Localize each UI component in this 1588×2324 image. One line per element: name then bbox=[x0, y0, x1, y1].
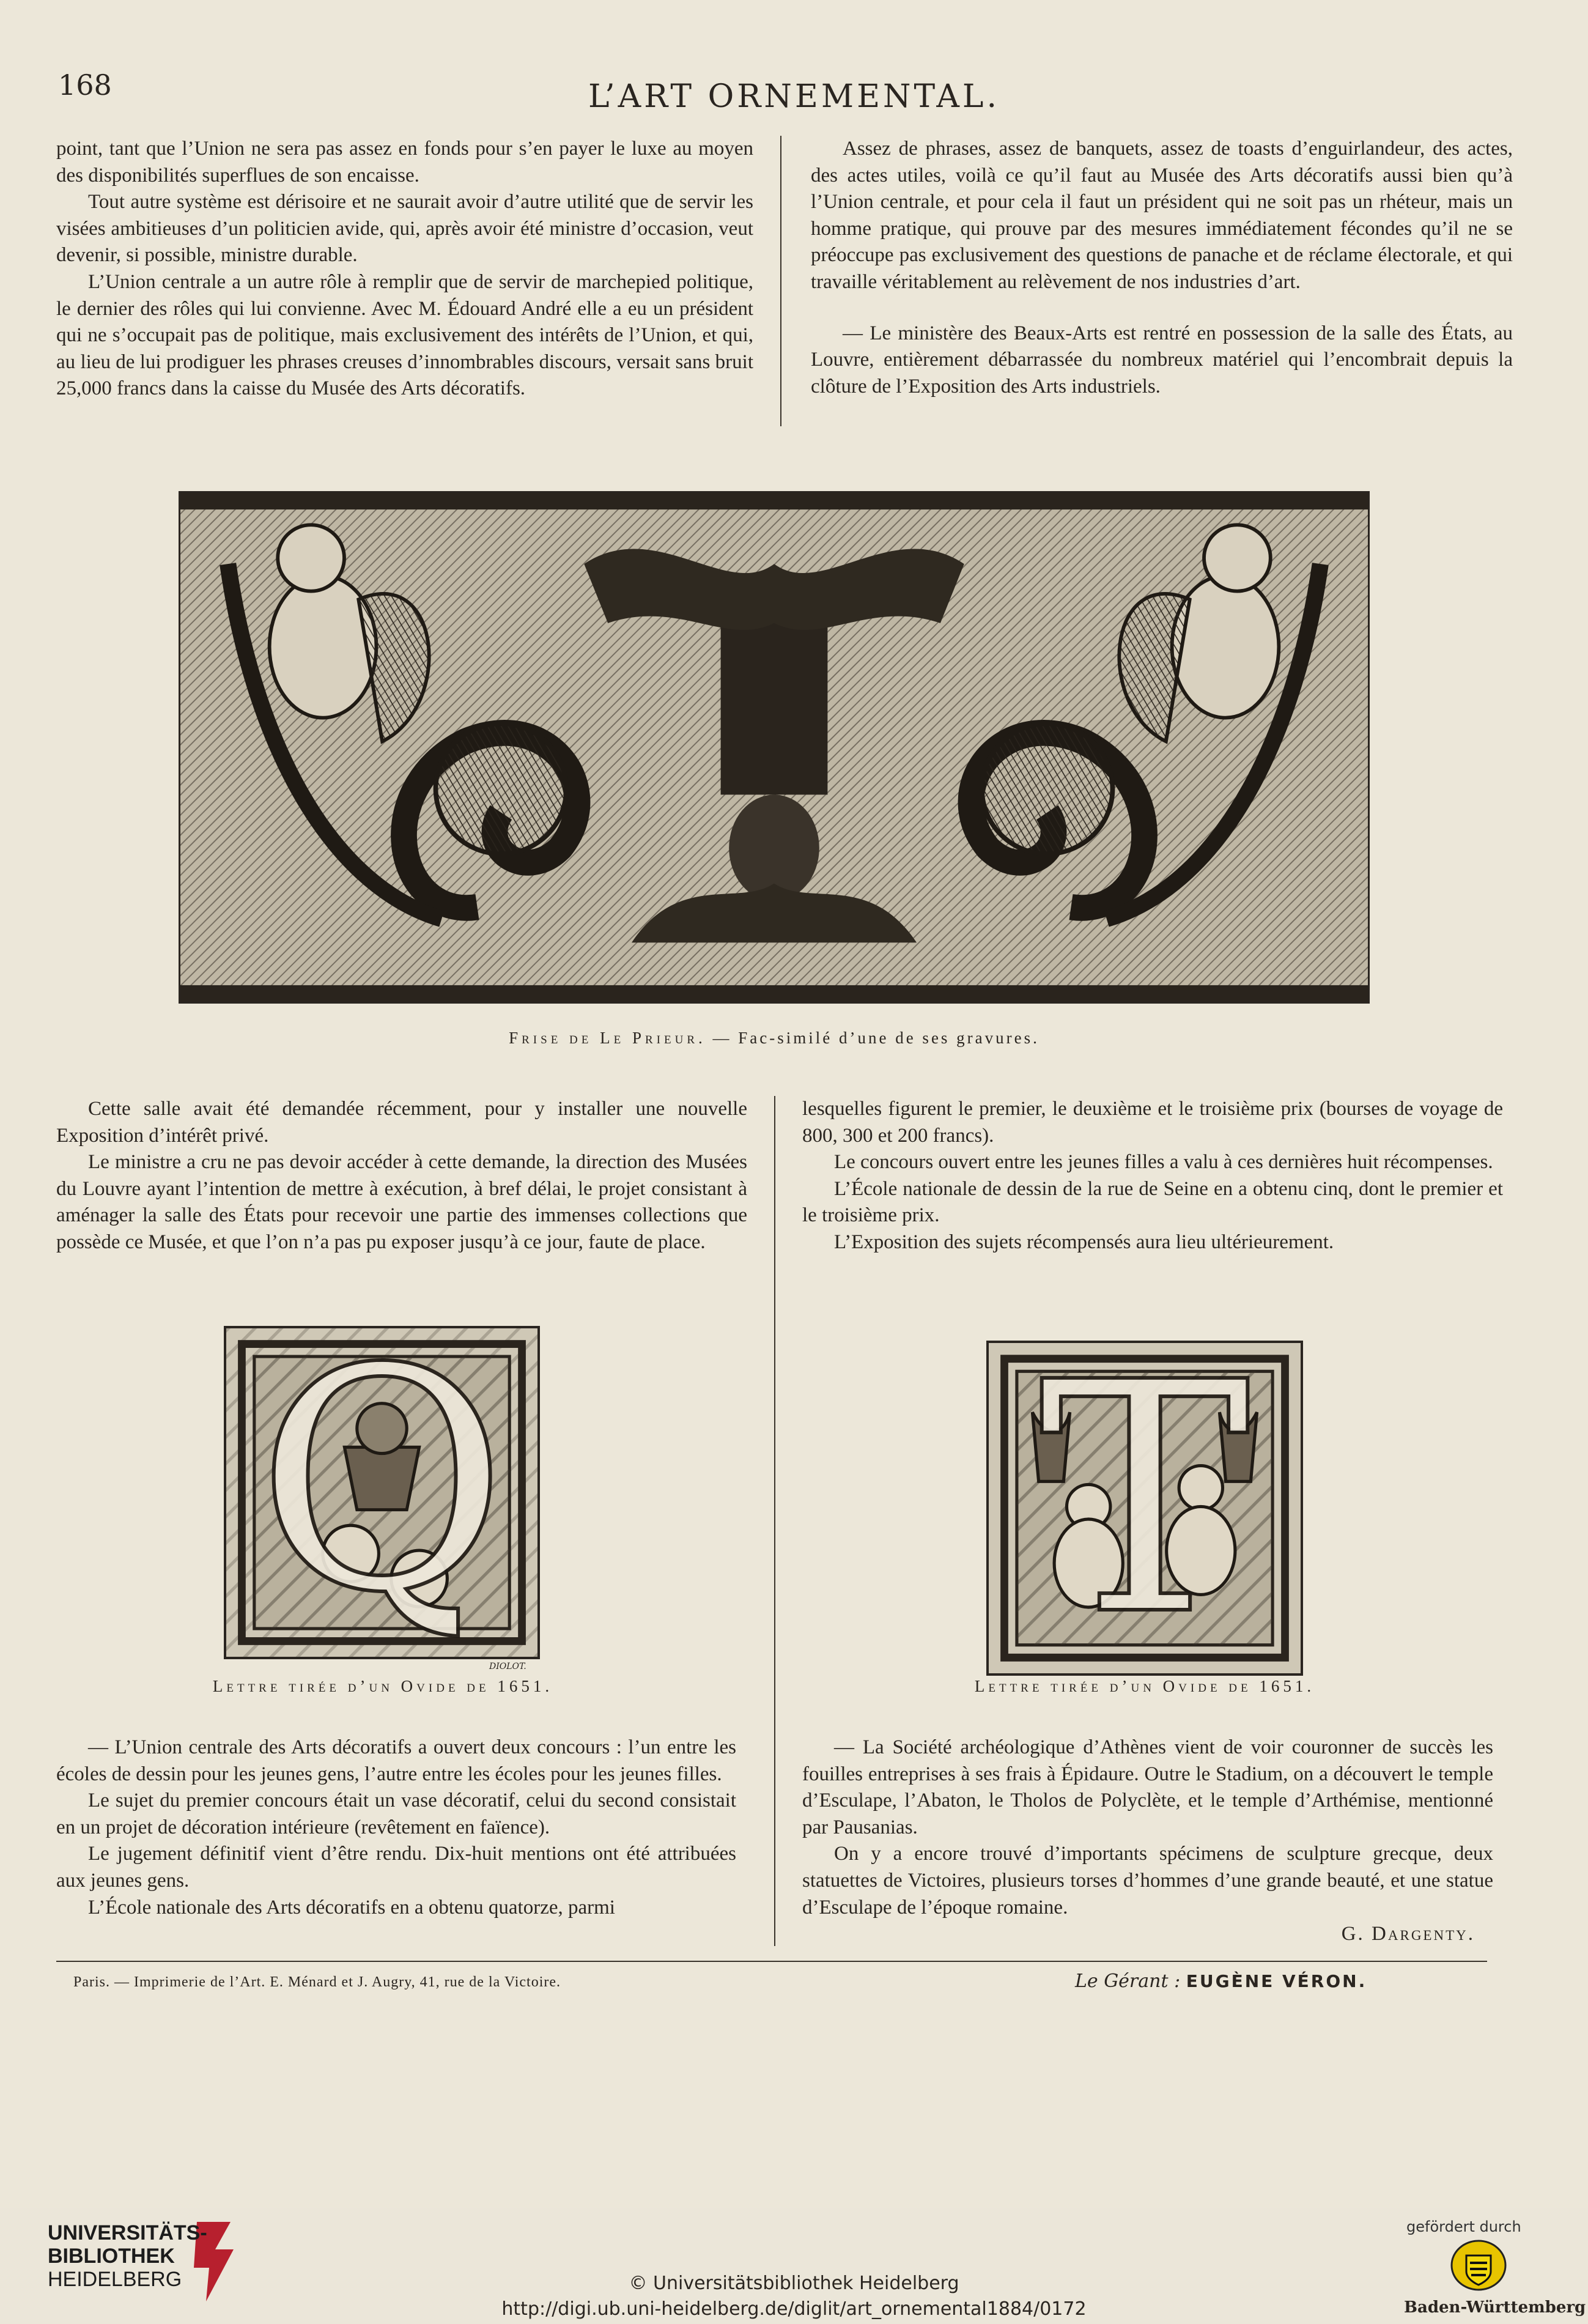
footer-rule bbox=[56, 1961, 1487, 1962]
sponsor-name: Baden-Württemberg bbox=[1404, 2298, 1586, 2317]
state-coat-of-arms-icon bbox=[1450, 2237, 1507, 2293]
paragraph: Tout autre système est dérisoire et ne saurait avoir d’autre utilité que de servir les visées ambitieuses d’un politicien avide, qui, après avoir été ministre d’occasion, veut devenir, si possible, ministre durable. bbox=[56, 191, 753, 267]
paragraph: L’École nationale des Arts décoratifs en a obtenu quatorze, parmi bbox=[88, 1896, 615, 1919]
page-number: 168 bbox=[58, 68, 112, 102]
author-signature: G. Dargenty. bbox=[1341, 1923, 1475, 1945]
initial-q-caption: Lettre tirée d’un Ovide de 1651. bbox=[212, 1677, 553, 1695]
source-url[interactable]: http://digi.ub.uni-heidelberg.de/diglit/art_ornemental1884/0172 bbox=[501, 2298, 1087, 2320]
frieze-caption-title: Frise de Le Prieur. bbox=[509, 1029, 706, 1047]
initial-t-caption: Lettre tirée d’un Ovide de 1651. bbox=[974, 1677, 1315, 1695]
running-title: L’ART ORNEMENTAL. bbox=[588, 78, 1000, 115]
top-right-column bbox=[811, 136, 1513, 400]
gerant-label: Le Gérant : bbox=[1075, 1971, 1186, 1992]
paragraph: Le sujet du premier concours était un vase décoratif, celui du second consistait en un projet de décoration intérieure (revêtement en faïence). bbox=[56, 1789, 736, 1838]
column-rule bbox=[780, 136, 781, 426]
initial-letter-t bbox=[986, 1314, 1303, 1685]
paragraph: — La Société archéologique d’Athènes vient de voir couronner de succès les fouilles entreprises à ses frais à Épidaure. Outre le Stadium, on a découvert le temple d’Esculape, l’Abaton, le Tholos de Polyclète, et le temple d’Arthémise, mentionné par Pausanias. bbox=[802, 1736, 1493, 1838]
frieze-engraving bbox=[179, 491, 1370, 1004]
initial-q-glyph: Q bbox=[256, 1303, 508, 1659]
paragraph: Le jugement définitif vient d’être rendu. Dix-huit mentions ont été attribuées aux jeunes gens. bbox=[56, 1843, 736, 1892]
paragraph: Assez de phrases, assez de banquets, assez de toasts d’enguirlandeur, des actes, des actes utiles, voilà ce qu’il faut au Musée des Arts décoratifs aussi bien qu’à l’Union centrale, et pour cela il faut un président qui ne soit pas un rhéteur, mais un homme pratique, qui prouve par des mesures immédiatement fécondes qu’il ne se préoccupe pas exclusivement des questions de panache et de réclame électorale, et qui travaille véritablement au relèvement de nos industries d’art. bbox=[811, 138, 1513, 293]
frieze-illustration bbox=[180, 493, 1368, 1002]
bottom-right-column bbox=[802, 1734, 1493, 1948]
frieze-caption bbox=[179, 1029, 1370, 1048]
initial-t-glyph: T bbox=[1038, 1314, 1251, 1685]
paragraph: Le ministre a cru ne pas devoir accéder à cette demande, la direction des Musées du Louvre ayant l’intention de mettre à exécution, à bref délai, le projet consistant à aménager la salle des États pour recevoir une partie des immenses collections que possède ce Musée, et que l’on n’a pas pu exposer jusqu’à ce jour, faute de place. bbox=[56, 1151, 747, 1253]
paragraph: Cette salle avait été demandée récemment, pour y installer une nouvelle Exposition d’intérêt privé. bbox=[56, 1098, 747, 1147]
sponsor-label: gefördert durch bbox=[1406, 2218, 1521, 2235]
paragraph: lesquelles figurent le premier, le deuxième et le troisième prix (bourses de voyage de 800, 300 et 200 francs). bbox=[802, 1098, 1503, 1147]
initial-q-illustration bbox=[226, 1303, 537, 1659]
column-rule bbox=[774, 1096, 775, 1946]
initial-letter-q bbox=[224, 1303, 540, 1659]
middle-right-column bbox=[802, 1096, 1503, 1256]
gerant-name: EUGÈNE VÉRON. bbox=[1186, 1971, 1367, 1991]
paragraph: — L’Union centrale des Arts décoratifs a ouvert deux concours : l’un entre les écoles de dessin pour les jeunes gens, l’autre entre les écoles pour les jeunes filles. bbox=[56, 1736, 736, 1785]
gerant-line bbox=[1075, 1971, 1367, 1992]
paragraph: — Le ministère des Beaux-Arts est rentré en possession de la salle des États, au Louvre, entièrement débarrassée du nombreux matériel qui l’encombrait depuis la clôture de l’Exposition des Arts industriels. bbox=[811, 322, 1513, 398]
paragraph: point, tant que l’Union ne sera pas assez en fonds pour s’en payer le luxe au moyen des disponibilités superflues de son encaisse. bbox=[56, 138, 753, 187]
middle-left-column bbox=[56, 1096, 747, 1256]
printer-imprint: Paris. — Imprimerie de l’Art. E. Ménard et J. Augry, 41, rue de la Victoire. bbox=[73, 1974, 561, 1990]
engraver-signature: DIOLOT. bbox=[489, 1662, 526, 1671]
initial-t-illustration bbox=[989, 1314, 1301, 1685]
university-name: UNIVERSITÄTS- BIBLIOTHEK HEIDELBERG bbox=[48, 2221, 207, 2291]
top-left-column bbox=[56, 136, 753, 402]
frieze-caption-text: — Fac-similé d’une de ses gravures. bbox=[706, 1029, 1040, 1047]
paragraph: On y a encore trouvé d’importants spécimens de sculpture grecque, deux statuettes de Victoires, plusieurs torses d’hommes d’une grande beauté, et une statue d’Esculape de l’époque romaine. bbox=[802, 1843, 1493, 1919]
copyright-notice: © Universitätsbibliothek Heidelberg bbox=[629, 2273, 959, 2294]
bottom-left-column bbox=[56, 1734, 736, 1921]
paragraph: L’École nationale de dessin de la rue de Seine en a obtenu cinq, dont le premier et le troisième prix. bbox=[802, 1177, 1503, 1227]
paragraph: Le concours ouvert entre les jeunes filles a valu à ces dernières huit récompenses. bbox=[834, 1151, 1493, 1174]
paragraph: L’Exposition des sujets récompensés aura lieu ultérieurement. bbox=[834, 1230, 1334, 1253]
paragraph: L’Union centrale a un autre rôle à remplir que de servir de marchepied politique, le dernier des rôles qui lui convienne. Avec M. Édouard André elle a eu un président qui ne s’occupait pas de politique, mais exclusivement des intérêts de l’Union, et qui, au lieu de lui prodiguer les phrases creuses d’innombrables discours, versait sans bruit 25,000 francs dans la caisse du Musée des Arts décoratifs. bbox=[56, 270, 753, 400]
